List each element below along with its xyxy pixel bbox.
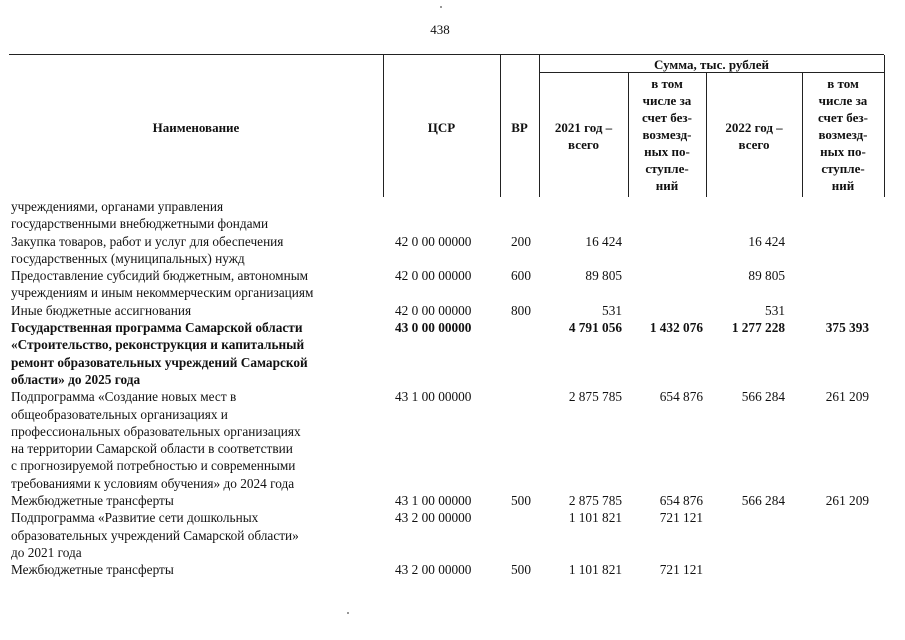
row-2022-incl: 261 209	[825, 389, 869, 405]
row-2021-incl: 721 121	[659, 510, 703, 526]
table-row	[9, 233, 889, 268]
row-2021-total: 1 101 821	[568, 510, 622, 526]
table-row	[9, 302, 889, 319]
row-csr: 43 0 00 00000	[395, 320, 472, 336]
header-2022-incl: в том числе за счет без- возмезд- ных по- ступле- ний	[818, 76, 868, 193]
row-2021-incl: 721 121	[659, 562, 703, 578]
table-body	[9, 198, 889, 579]
header-name: Наименование	[152, 120, 240, 135]
row-name: Предоставление субсидий бюджетным, автономным учреждениям и иным некоммерческим организациям	[11, 268, 314, 301]
row-name: Подпрограмма «Развитие сети дошкольных образовательных учреждений Самарской области» до 2021 года	[11, 510, 299, 560]
row-name: Межбюджетные трансферты	[11, 493, 174, 509]
row-2021-total: 89 805	[585, 268, 622, 284]
row-2021-total: 2 875 785	[568, 493, 622, 509]
row-csr: 42 0 00 00000	[395, 233, 472, 249]
row-vr: 200	[511, 233, 531, 249]
row-2021-incl: 654 876	[659, 389, 703, 405]
row-2022-total: 566 284	[741, 389, 785, 405]
row-csr: 43 1 00 00000	[395, 493, 472, 509]
row-name: Подпрограмма «Создание новых мест в общеобразовательных организациях и профессиональных образовательных организациях на территории Самарской области в соответствии с прогнозируемой потребностью и современными требованиями к условиям обучения» до 2024 года	[11, 389, 301, 491]
row-2021-total: 16 424	[585, 233, 622, 249]
row-name: Иные бюджетные ассигнования	[11, 302, 192, 318]
row-2021-total: 1 101 821	[568, 562, 622, 578]
row-2022-total: 566 284	[741, 493, 785, 509]
row-csr: 43 2 00 00000	[395, 562, 472, 578]
header-2021-total: 2021 год – всего	[554, 120, 613, 152]
header-sum: Сумма, тыс. рублей	[654, 57, 769, 72]
row-2021-total: 4 791 056	[568, 320, 622, 336]
header-divider	[884, 55, 885, 197]
table-row	[9, 388, 889, 492]
row-2022-total: 89 805	[748, 268, 785, 284]
table-row	[9, 267, 889, 302]
table-header	[9, 54, 884, 197]
row-vr: 500	[511, 562, 531, 578]
row-csr: 42 0 00 00000	[395, 302, 472, 318]
row-vr: 600	[511, 268, 531, 284]
header-2021-incl: в том числе за счет без- возмезд- ных по- ступле- ний	[642, 76, 692, 193]
row-2022-total: 531	[765, 302, 785, 318]
row-2021-total: 531	[602, 302, 622, 318]
row-2022-total: 1 277 228	[731, 320, 785, 336]
scan-speck	[347, 612, 349, 614]
row-csr: 43 2 00 00000	[395, 510, 472, 526]
row-2021-total: 2 875 785	[568, 389, 622, 405]
row-2021-incl: 1 432 076	[649, 320, 703, 336]
page-number: 438	[430, 22, 450, 37]
row-name: учреждениями, органами управления государственными внебюджетными фондами	[11, 199, 269, 232]
table-row	[9, 561, 889, 578]
row-vr: 800	[511, 302, 531, 318]
header-2022-total: 2022 год – всего	[725, 120, 783, 152]
scan-speck	[440, 6, 442, 8]
table-row	[9, 509, 889, 561]
row-name: Государственная программа Самарской области «Строительство, реконструкция и капитальный ремонт образовательных учреждений Самарской области» до 2025 года	[11, 320, 308, 387]
row-2022-incl: 261 209	[825, 493, 869, 509]
row-vr: 500	[511, 493, 531, 509]
header-csr: ЦСР	[427, 120, 456, 135]
row-2022-incl: 375 393	[825, 320, 869, 336]
table-row	[9, 492, 889, 509]
table-row	[9, 198, 889, 233]
row-csr: 42 0 00 00000	[395, 268, 472, 284]
row-2021-incl: 654 876	[659, 493, 703, 509]
row-csr: 43 1 00 00000	[395, 389, 472, 405]
table-row	[9, 319, 889, 388]
row-name: Межбюджетные трансферты	[11, 562, 174, 578]
row-2022-total: 16 424	[748, 233, 785, 249]
row-name: Закупка товаров, работ и услуг для обеспечения государственных (муниципальных) нужд	[11, 233, 284, 266]
header-vr: ВР	[511, 120, 528, 135]
